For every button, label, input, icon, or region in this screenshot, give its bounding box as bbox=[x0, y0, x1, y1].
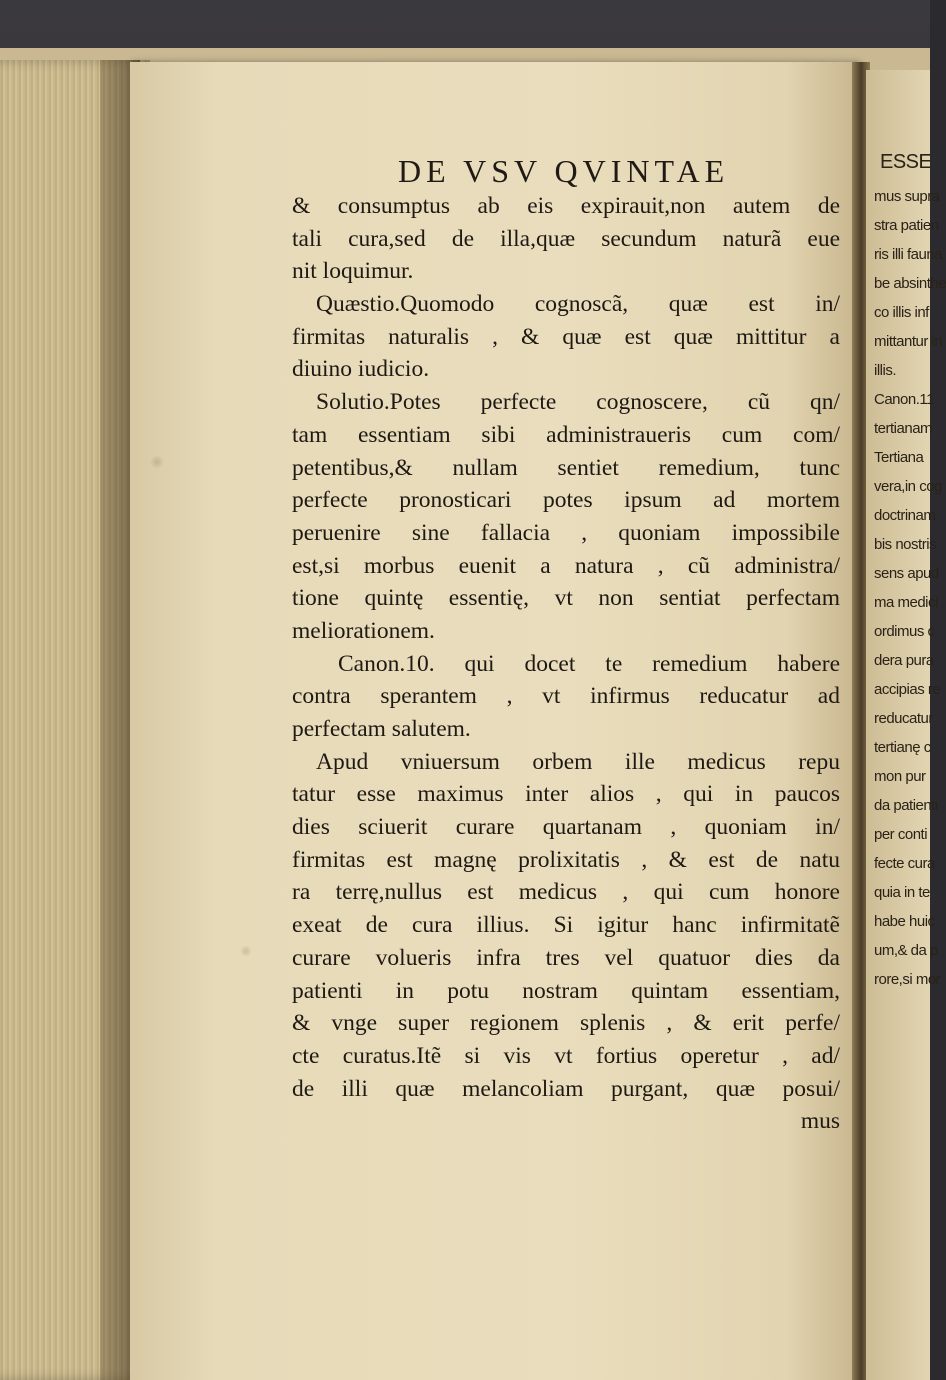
next-page-line: sens apud bbox=[874, 565, 939, 582]
text-line: meliorationem. bbox=[292, 617, 435, 644]
next-page-line: ma medici bbox=[874, 594, 938, 611]
text-line: tali cura,sed de illa,quæ secundum naturã eue bbox=[292, 225, 840, 252]
next-page-line: ESSE bbox=[880, 151, 932, 173]
next-page-line: rore,si mor bbox=[874, 971, 941, 988]
text-line: firmitas est magnę prolixitatis , & est de natu bbox=[292, 846, 840, 873]
text-line: patienti in potu nostram quintam essentiam, bbox=[292, 977, 840, 1004]
ink-spot bbox=[150, 455, 164, 469]
catchword: mus bbox=[800, 1108, 840, 1135]
next-page-line: bis nostris bbox=[874, 536, 937, 553]
text-line: diuino iudicio. bbox=[292, 356, 430, 383]
next-page-line: Tertiana bbox=[874, 449, 924, 466]
right-page-edge bbox=[866, 70, 946, 1380]
next-page-line: be absinthe bbox=[874, 275, 946, 292]
text-line: Solutio.Potes perfecte cognoscere, cũ qn/ bbox=[316, 389, 840, 416]
next-page-line: fecte cura bbox=[874, 855, 935, 872]
next-page-line: tertianę c bbox=[874, 739, 931, 756]
text-line: perfecte pronosticari potes ipsum ad mortem bbox=[292, 487, 840, 514]
text-line: firmitas naturalis , & quæ est quæ mittitur a bbox=[292, 323, 840, 350]
text-line: exeat de cura illius. Si igitur hanc infirmitatẽ bbox=[292, 912, 840, 939]
next-page-line: tertianam bbox=[874, 420, 933, 437]
text-line: nit loquimur. bbox=[292, 258, 414, 285]
text-line: contra sperantem , vt infirmus reducatur ad bbox=[292, 683, 840, 710]
next-page-line: mus supra bbox=[874, 188, 940, 205]
running-head: DE VSV QVINTAE bbox=[398, 153, 730, 189]
text-line: ra terrę,nullus est medicus , qui cum honore bbox=[292, 879, 840, 906]
next-page-line: accipias re bbox=[874, 681, 941, 698]
next-page-line: mittantur in bbox=[874, 333, 943, 350]
text-line: Canon.10. qui docet te remedium habere bbox=[338, 650, 840, 677]
text-line: peruenire sine fallacia , quoniam impossibile bbox=[292, 519, 840, 546]
next-page-line: per conti bbox=[874, 826, 928, 843]
next-page-line: habe huic bbox=[874, 913, 935, 930]
next-page-line: da patienti bbox=[874, 797, 938, 814]
text-line: dies sciuerit curare quartanam , quoniam in/ bbox=[292, 814, 840, 841]
text-line: tatur esse maximus inter alios , qui in paucos bbox=[292, 781, 840, 808]
text-line: petentibus,& nullam sentiet remedium, tunc bbox=[292, 454, 840, 481]
next-page-line: um,& da p bbox=[874, 942, 938, 959]
text-line: & vnge super regionem splenis , & erit perfe/ bbox=[292, 1010, 840, 1037]
text-line: de illi quæ melancoliam purgant, quæ posui/ bbox=[292, 1075, 840, 1102]
text-line: tione quintę essentię, vt non sentiat perfectam bbox=[292, 585, 840, 612]
next-page-line: dera pura bbox=[874, 652, 934, 669]
text-line: Quæstio.Quomodo cognoscã, quæ est in/ bbox=[316, 291, 840, 318]
next-page-line: reducatur bbox=[874, 710, 933, 727]
text-line: cte curatus.Itẽ si vis vt fortius operetur , ad/ bbox=[292, 1042, 840, 1069]
next-page-line: quia in te bbox=[874, 884, 930, 901]
next-page-line: illis. bbox=[874, 362, 896, 379]
next-page-line: ris illi fauna bbox=[874, 246, 943, 263]
text-line: Apud vniuersum orbem ille medicus repu bbox=[316, 748, 840, 775]
next-page-line: vera,in cog bbox=[874, 478, 942, 495]
next-page-line: Canon.11 bbox=[874, 391, 934, 408]
next-page-line: mon pur bbox=[874, 768, 926, 785]
text-line: & consumptus ab eis expirauit,non autem de bbox=[292, 193, 840, 219]
next-page-line: co illis inf bbox=[874, 304, 929, 321]
next-page-line: doctrinam bbox=[874, 507, 936, 524]
text-line: est,si morbus euenit a natura , cũ administra/ bbox=[292, 552, 840, 579]
next-page-line: ordimus c bbox=[874, 623, 935, 640]
ink-spot bbox=[240, 945, 252, 957]
text-line: curare volueris infra tres vel quatuor dies da bbox=[292, 944, 840, 971]
text-line: tam essentiam sibi administraueris cum com/ bbox=[292, 421, 840, 448]
page-text-block bbox=[292, 190, 840, 1138]
next-page-line: stra patien bbox=[874, 217, 939, 234]
text-line: perfectam salutem. bbox=[292, 716, 471, 742]
